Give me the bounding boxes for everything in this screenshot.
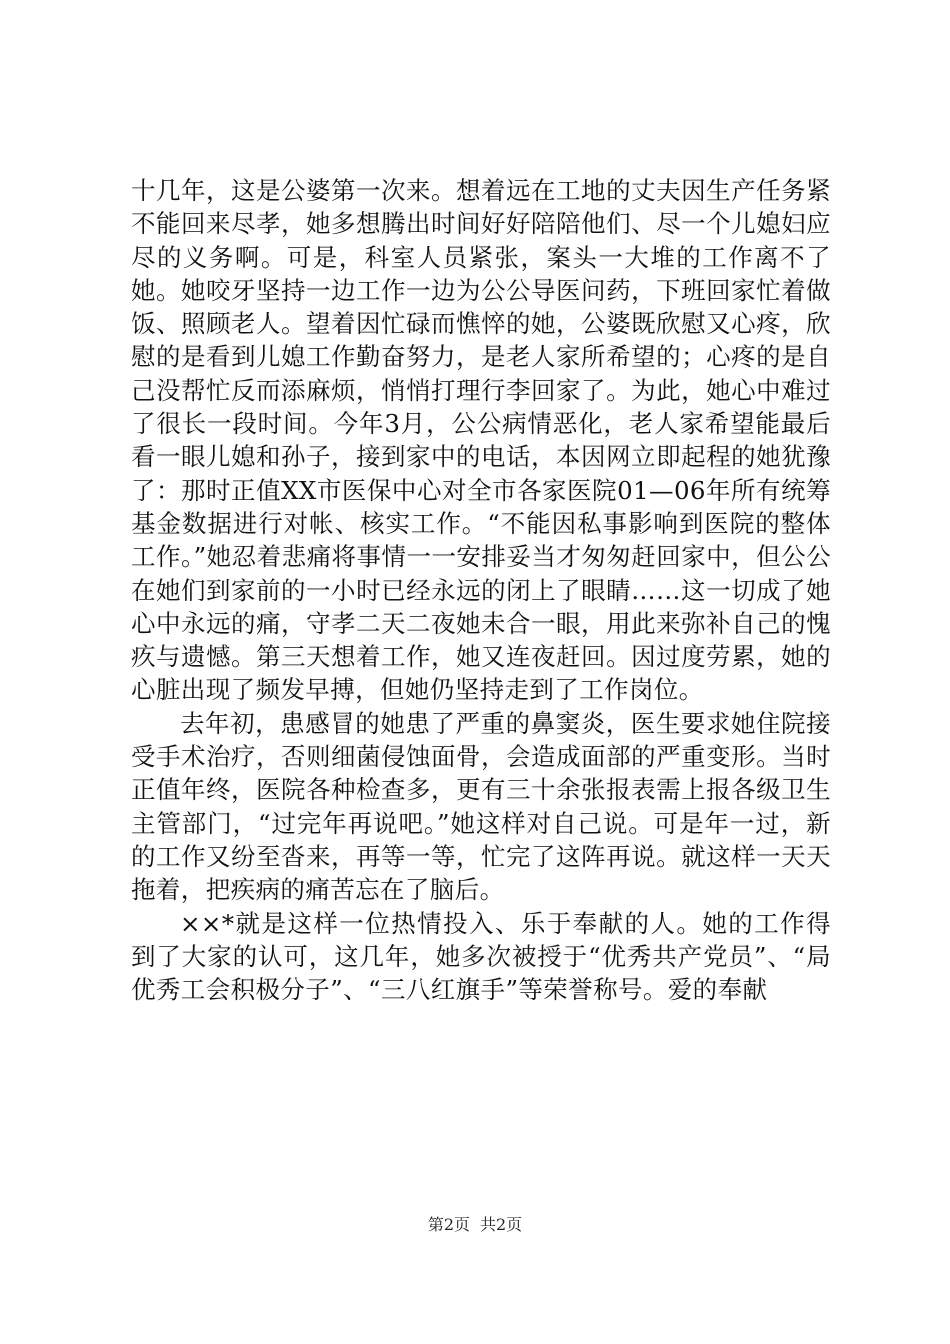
page-footer xyxy=(0,1215,950,1235)
paragraph-3: ××*就是这样一位热情投入、乐于奉献的人。她的工作得到了大家的认可，这几年，她多次被授于“优秀共产党员”、“局优秀工会积极分子”、“三八红旗手”等荣誉称号。爱的奉献 xyxy=(131,908,831,1005)
document-body xyxy=(131,174,831,1006)
paragraph-2: 去年初，患感冒的她患了严重的鼻窦炎，医生要求她住院接受手术治疗，否则细菌侵蚀面骨，会造成面部的严重变形。当时正值年终，医院各种检查多，更有三十余张报表需上报各级卫生主管部门，“过完年再说吧。”她这样对自己说。可是年一过，新的工作又纷至沓来，再等一等，忙完了这阵再说。就这样一天天拖着，把疾病的痛苦忘在了脑后。 xyxy=(131,708,831,905)
page-number-current: 第2页 xyxy=(427,1215,470,1234)
paragraph-1: 十几年，这是公婆第一次来。想着远在工地的丈夫因生产任务紧不能回来尽孝，她多想腾出时间好好陪陪他们、尽一个儿媳妇应尽的义务啊。可是，科室人员紧张，案头一大堆的工作离不了她。她咬牙坚持一边工作一边为公公导医问药，下班回家忙着做饭、照顾老人。望着因忙碌而憔悴的她，公婆既欣慰又心疼，欣慰的是看到儿媳工作勤奋努力，是老人家所希望的；心疼的是自己没帮忙反而添麻烦，悄悄打理行李回家了。为此，她心中难过了很长一段时间。今年3月，公公病情恶化，老人家希望能最后看一眼儿媳和孙子，接到家中的电话，本因网立即起程的她犹豫了：那时正值XX市医保中心对全市各家医院01—06年所有统筹基金数据进行对帐、核实工作。“不能因私事影响到医院的整体工作。”她忍着悲痛将事情一一安排妥当才匆匆赶回家中，但公公在她们到家前的一小时已经永远的闭上了眼睛……这一切成了她心中永远的痛，守孝二天二夜她未合一眼，用此来弥补自己的愧疚与遗憾。第三天想着工作，她又连夜赶回。因过度劳累，她的心脏出现了频发早搏，但她仍坚持走到了工作岗位。 xyxy=(131,176,831,705)
page-number-total: 共2页 xyxy=(480,1215,523,1234)
